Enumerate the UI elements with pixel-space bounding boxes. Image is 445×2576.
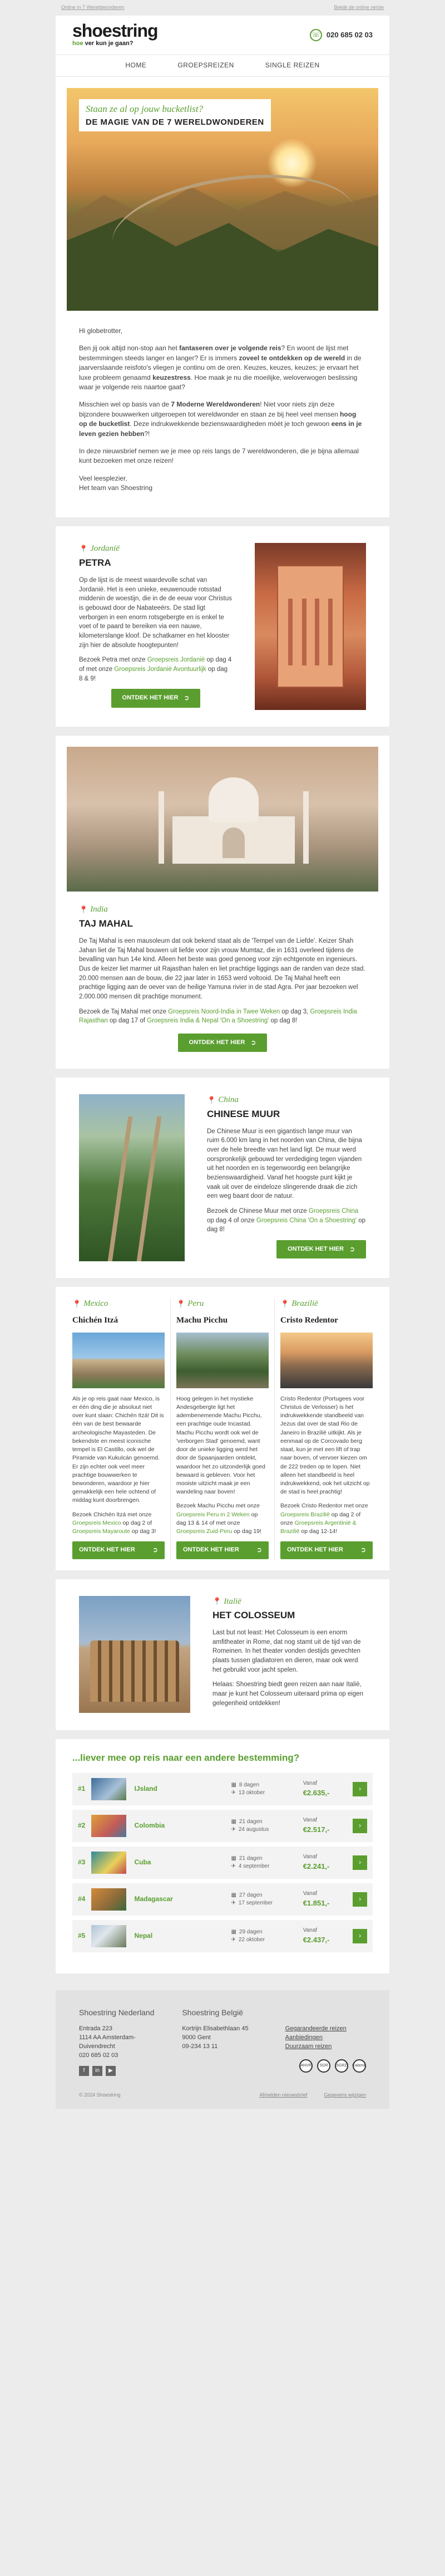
footer-address-line: Kortrijn Elisabethlaan 45 [182,2025,249,2033]
taj-text: De Taj Mahal is een mausoleum dat ook bekend staat als de 'Tempel van de Liefde'. Keizer Shah Jahan liet de Taj Mahal bouwen uit liefde voor zijn vrouw Mumtaz, die in 1631 overleed tijdens de bevalling van hun 14e kind. Alleen het beste was goed genoeg voor zijn echtgenote en ingenieurs. Dus de keizer liet marmer uit Rajasthan halen en liet prachtige liggings aan de randen van deze stad. 20.000 mensen aan de bouw, die 22 jaar later in 1653 werd voltooid. De Taj Mahal heeft een prachtige ligging aan de oever van de heilige Yamuna rivier in de stad Agra. Per jaar bezoeken wel 2.000.000 mensen dit prachtige monument. [79,937,365,1000]
destination-rank: #3 [78,1858,86,1867]
colosseum-section [56,1579,389,1731]
anvr-badge-icon: ANVR [299,2059,313,2073]
muur-location: 📍 China [207,1094,366,1106]
taj-mahal-image [67,747,378,892]
destination-rank: #4 [78,1895,86,1903]
calendar-icon: ▦ [231,1928,236,1935]
intro-text [56,311,389,517]
calendar-icon: ▦ [231,1818,236,1825]
footer-nl-title: Shoestring Nederland [79,2008,155,2017]
destination-row[interactable] [72,1920,373,1952]
wonder-cta-text: Bezoek Chichén Itzá met onze Groepsreis Mexico op dag 2 of Groepsreis Mayaroute op dag 3! [72,1511,156,1535]
destination-thumbnail [91,1852,127,1874]
social-icons [79,2066,160,2076]
destination-rank: #1 [78,1785,86,1793]
muur-link-1[interactable]: Groepsreis China [308,1208,359,1215]
wonder-title: Cristo Redentor [280,1316,338,1325]
online-version-link[interactable]: Bekijk de online versie [334,4,384,11]
wonder-location: 📍 Brazilië [280,1298,373,1310]
wonder-link[interactable]: Groepsreis Peru in 2 Weken [176,1511,250,1518]
machu-picchu-button[interactable]: ONTDEK HET HIER ➲ [176,1541,269,1559]
bottom-bar [56,2082,389,2109]
hero-title: DE MAGIE VAN DE 7 WERELDWONDEREN [86,117,264,127]
wonder-link[interactable]: Groepsreis Argentinië & Brazilië [280,1519,357,1535]
facebook-icon[interactable]: f [79,2066,89,2076]
phone-contact[interactable] [310,29,373,41]
muur-discover-button[interactable]: ONTDEK HET HIER ➲ [276,1240,366,1258]
destination-rank: #5 [78,1932,86,1940]
header [56,16,389,55]
destination-name: Colombia [134,1821,165,1830]
hero-image [67,88,378,311]
location-pin-icon: 📍 [212,1597,222,1606]
calendar-icon: ▦ [231,1781,236,1788]
chevron-right-icon[interactable]: › [353,1929,367,1943]
wonder-title: Chichén Itzá [72,1316,118,1325]
petra-discover-button[interactable]: ONTDEK HET HIER ➲ [111,689,201,707]
destination-row[interactable] [72,1883,373,1916]
cristo-redentor-button[interactable]: ONTDEK HET HIER ➲ [280,1541,373,1559]
hero-subtitle: Staan ze al op jouw bucketlist? [86,104,204,114]
destination-row[interactable] [72,1773,373,1805]
topbar-left-link[interactable]: Online in 7 Wereldwonderen [61,4,125,11]
sgrz-badge-icon: SGRZ [335,2059,348,2073]
arrow-icon: ➲ [256,1546,262,1554]
main-nav [56,55,389,77]
location-pin-icon: 📍 [207,1095,216,1104]
footer-nl [79,2007,160,2076]
destination-dates: ▦ 29 dagen ✈ 22 oktober [231,1928,303,1945]
taj-section [56,736,389,1069]
wonder-link[interactable]: Groepsreis Zuid-Peru [176,1528,233,1535]
colosseum-text-2: Helaas: Shoestring biedt geen reizen aan naar Italië, maar je kunt het Colosseum uiteraard prima op eigen gelegenheid ontdekken! [212,1681,364,1707]
petra-link-2[interactable]: Groepsreis Jordanië Avontuurlijk [114,665,206,673]
colosseum-title: HET COLOSSEUM [212,1610,295,1621]
plane-icon: ✈ [231,1826,236,1833]
more-title: ...liever mee op reis naar een andere bestemming? [72,1752,300,1764]
destination-name: Nepal [134,1932,153,1940]
copyright: © 2024 Shoestring [79,2092,121,2098]
muur-link-2[interactable]: Groepsreis China 'On a Shoestring' [256,1217,357,1224]
destination-name: IJsland [134,1785,157,1793]
taj-location: 📍 India [79,904,366,916]
destination-dates: ▦ 21 dagen ✈ 4 september [231,1855,303,1871]
petra-text: Op de lijst is de meest waardevolle schat van Jordanië. Het is een unieke, eeuwenoude rotsstad middenin de woestijn, die in de de eeuw voor Christus is gebouwd door de Nabateeërs. De stad ligt verborgen in een enorm rotsgebergte en is enkel te voet of te paard te bereiken via een nauwe, kilometerslange kloof. De schatkamer en het klooster zijn hier de absolute hoogtepunten! [79,576,232,649]
footer-link-offers[interactable]: Aanbiedingen [285,2034,323,2041]
footer-be [182,2007,263,2076]
taj-discover-button[interactable]: ONTDEK HET HIER ➲ [178,1034,268,1052]
destination-name: Madagascar [134,1895,173,1903]
logo-tagline: hoe ver kun je gaan? [72,40,134,47]
unsubscribe-link[interactable]: Afmelden nieuwsbrief [259,2092,308,2098]
logo-name: shoestring [72,21,158,41]
taj-cta-text: Bezoek de Taj Mahal met onze Groepsreis Noord-India in Twee Weken op dag 3, Groepsreis India Rajasthan op dag 17 of Groepsreis India & Nepal 'On a Shoestring' op dag 8! [79,1008,357,1025]
colosseum-text: Last but not least: Het Colosseum is een enorm amfitheater in Rome, dat nog stamt uit de tijd van de Romeinen. In het theater vonden destijds gevechten plaats tussen gladiatoren en dieren, maar ook werd het gebruikt voor jacht spelen. [212,1629,361,1673]
chevron-right-icon[interactable]: › [353,1855,367,1870]
shoestring-logo[interactable] [72,22,158,48]
taj-link-2[interactable]: Groepsreis India Rajasthan [79,1008,357,1025]
three-wonders-section [56,1287,389,1570]
chevron-right-icon[interactable]: › [353,1892,367,1907]
muur-text: De Chinese Muur is een gigantisch lange muur van ruim 6.000 km lang in het noorden van China, die bijna over de hele breedte van het land ligt. De muur werd oorspronkelijk gebouwd ter verdediging tegen vijanden uit het noorden en is tegenwoordig een belangrijke bezienswaardigheid. Vanaf het hoogste punt kijkt je vaak uit over de eindeloze slingerende draak die zich een weg baant door de natuur. [207,1128,362,1200]
location-pin-icon: 📍 [79,905,88,914]
petra-location: 📍 Jordanië [79,543,233,555]
phone-number: 020 685 02 03 [326,30,373,39]
calendar-icon: ▦ [231,1855,236,1862]
plane-icon: ✈ [231,1790,236,1796]
destination-price: Vanaf €2.437,- [303,1927,330,1944]
petra-cta-text: Bezoek Petra met onze Groepsreis Jordanië op dag 4 of met onze Groepsreis Jordanië Avontuurlijk op dag 8 & 9! [79,657,232,682]
nav-groepsreizen[interactable]: GROEPSREIZEN [177,61,234,70]
destination-row[interactable] [72,1847,373,1879]
chinese-wall-image [79,1094,185,1261]
chichen-itza-button[interactable]: ONTDEK HET HIER ➲ [72,1541,165,1559]
wonder-text: Hoog gelegen in het mystieke Andesgebergte ligt het adembenemende Machu Picchu, een prachtige oude Incastad. Machu Picchu wordt ook wel de 'verborgen Stad' genoemd, want door de unieke ligging werd het door de Spaanjaarden ontdekt, waardoor het zo uitzonderlijk goed bewaard is gebleven. Voor het mooiste uitzicht maak je een wandeling naar boven! [176,1395,265,1496]
location-pin-icon: 📍 [280,1299,290,1308]
taj-title: TAJ MAHAL [79,918,133,929]
plane-icon: ✈ [231,1937,236,1943]
destination-price: Vanaf €2.635,- [303,1780,330,1797]
destination-name: Cuba [134,1858,151,1867]
wonder-link[interactable]: Groepsreis Mayaroute [72,1528,130,1535]
wonder-title: Machu Picchu [176,1316,228,1325]
petra-section [56,526,389,727]
calendar-icon: ▦ [231,1892,236,1898]
footer-address-line: 9000 Gent [182,2034,211,2041]
location-pin-icon: 📍 [79,544,88,553]
taj-link-1[interactable]: Groepsreis Noord-India in Twee Weken [168,1008,280,1015]
intro-paragraph-3: In deze nieuwsbrief nemen we je mee op reis langs de 7 wereldwonderen, die je bijna allemaal kunt bezoeken met onze reizen! [79,447,359,465]
footer-phone: 020 685 02 03 [79,2052,118,2059]
chichen-itza-image [72,1333,165,1388]
destination-thumbnail [91,1888,127,1911]
arrow-icon: ➲ [360,1546,366,1554]
location-pin-icon: 📍 [72,1299,82,1308]
hero-title-box [79,99,271,131]
update-preferences-link[interactable]: Gegevens wijzigen [324,2092,366,2098]
sign-off: Veel leesplezier, Het team van Shoestring [79,474,153,492]
destination-thumbnail [91,1815,127,1837]
wonder-text: Cristo Redentor (Portugees voor Christus de Verlosser) is het indrukwekkende standbeeld van Jezus dat over de stad Rio de Janeiro in Brazilië uitkijkt. Als je eenmaal op de Corcovado berg staat, kun je met een lift of trap naar boven, of vervoer kiezen om de 222 treden op te lopen. Niet alleen het standbeeld is heel indrukwekkend, ook het uitzicht op de stad is heel prachtig! [280,1395,370,1496]
wonder-link[interactable]: Groepsreis Brazilië [280,1511,330,1518]
arrow-icon: ➲ [184,694,190,702]
wonder-column [171,1298,275,1559]
taj-link-3[interactable]: Groepsreis India & Nepal 'On a Shoestring' [147,1017,269,1025]
destination-price: Vanaf €1.851,- [303,1891,330,1907]
destination-price: Vanaf €2.517,- [303,1817,330,1834]
chevron-right-icon[interactable]: › [353,1782,367,1796]
email-container [56,16,389,517]
colosseum-image [79,1596,190,1713]
wonder-column [275,1298,378,1559]
footer-be-title: Shoestring België [182,2008,244,2017]
wonder-cta-text: Bezoek Machu Picchu met onze Groepsreis Peru in 2 Weken op dag 13 & 14 of met onze Groepsreis Zuid-Peru op dag 19! [176,1502,261,1535]
nav-single-reizen[interactable]: SINGLE REIZEN [265,61,320,70]
wonder-location: 📍 Peru [176,1298,269,1310]
machu-picchu-image [176,1333,269,1388]
instagram-icon[interactable]: in [92,2066,102,2076]
muur-title: CHINESE MUUR [207,1109,280,1120]
nav-home[interactable]: HOME [125,61,147,70]
destination-price: Vanaf €2.241,- [303,1854,330,1870]
footer-links [285,2007,366,2076]
certification-badges [285,2059,366,2073]
footer-link-guaranteed[interactable]: Gegarandeerde reizen [285,2025,347,2033]
arrow-icon: ➲ [250,1038,256,1046]
wonder-location: 📍 Mexico [72,1298,165,1310]
youtube-icon[interactable]: ▶ [106,2066,116,2076]
colosseum-location: 📍 Italië [212,1596,366,1608]
petra-title: PETRA [79,557,111,569]
more-destinations [56,1739,389,1973]
destination-dates: ▦ 21 dagen ✈ 24 augustus [231,1818,303,1834]
calamity-fund-badge-icon: Calamit. [353,2059,366,2073]
intro-paragraph-1: Ben jij ook altijd non-stop aan het fantaseren over je volgende reis? En woont de lijst met bestemmingen steeds langer en langer? Er is immers zoveel te ontdekken op de wereld in de jaarverslaande reisfoto's vliegen je continu om de oren. Keuzes, keuzes, keuzes; je ervaart het luxe probleem genaamd keuzestress. Hoe maak je nu die moeilijke, weloverwogen beslissing waar je volgende reis naartoe gaat? [79,344,362,391]
phone-icon: ☏ [310,29,322,41]
destination-row[interactable] [72,1810,373,1842]
footer-link-sustainable[interactable]: Duurzaam reizen [285,2043,332,2050]
footer-address-line: Entrada 223 [79,2025,112,2033]
plane-icon: ✈ [231,1863,236,1870]
destination-dates: ▦ 27 dagen ✈ 17 september [231,1892,303,1908]
wonder-link[interactable]: Groepsreis Mexico [72,1519,121,1526]
greeting: Hi globetrotter, [79,327,123,335]
petra-link-1[interactable]: Groepsreis Jordanië [147,657,205,664]
wonder-cta-text: Bezoek Cristo Redentor met onze Groepsreis Brazilië op dag 2 of onze Groepsreis Argentinië & Brazilië op dag 12-14! [280,1502,368,1535]
top-utility-bar [0,0,445,16]
footer-phone: 09-234 13 11 [182,2043,218,2050]
wonder-text: Als je op reis gaat naar Mexico, is er één ding die je absoluut niet over kunt slaan: Chichén Itzá! Dit is één van de best bewaarde archeologische Mayasteden. De bekendste en meest iconische tempel is El Castillo, ook wel de Piramide van Kukulcán genoemd. Er zijn echter ook veel meer prachtige bouwwerken te bewonderen, waardoor je hier gemakkelijk een hele ochtend of middag kunt doorbrengen. [72,1395,164,1504]
destination-thumbnail [91,1778,127,1800]
arrow-icon: ➲ [349,1245,355,1253]
plane-icon: ✈ [231,1900,236,1907]
intro-paragraph-2: Misschien wel op basis van de 7 Moderne Wereldwonderen! Niet voor niets zijn deze bijzondere bouwwerken uitgeroepen tot wereldwonder en staan ze bij heel veel mensen hoog op de bucketlist. Deze indrukwekkende bezienswaardigheden móét je toch gewoon eens in je leven gezien hebben?! [79,400,362,438]
chevron-right-icon[interactable]: › [353,1819,367,1833]
arrow-icon: ➲ [152,1546,158,1554]
cristo-redentor-image [280,1333,373,1388]
destination-dates: ▦ 8 dagen ✈ 13 oktober [231,1781,303,1798]
muur-cta-text: Bezoek de Chinese Muur met onze Groepsreis China op dag 4 of onze Groepsreis China 'On a Shoestring' op dag 8! [207,1208,366,1233]
petra-image [255,543,366,710]
footer [56,1990,389,2082]
muur-section [56,1078,389,1278]
location-pin-icon: 📍 [176,1299,186,1308]
footer-address-line: 1114 AA Amsterdam-Duivendrecht [79,2034,136,2050]
sgr-badge-icon: SGR [317,2059,330,2073]
wonder-column [67,1298,171,1559]
destination-rank: #2 [78,1821,86,1830]
destination-thumbnail [91,1925,127,1947]
